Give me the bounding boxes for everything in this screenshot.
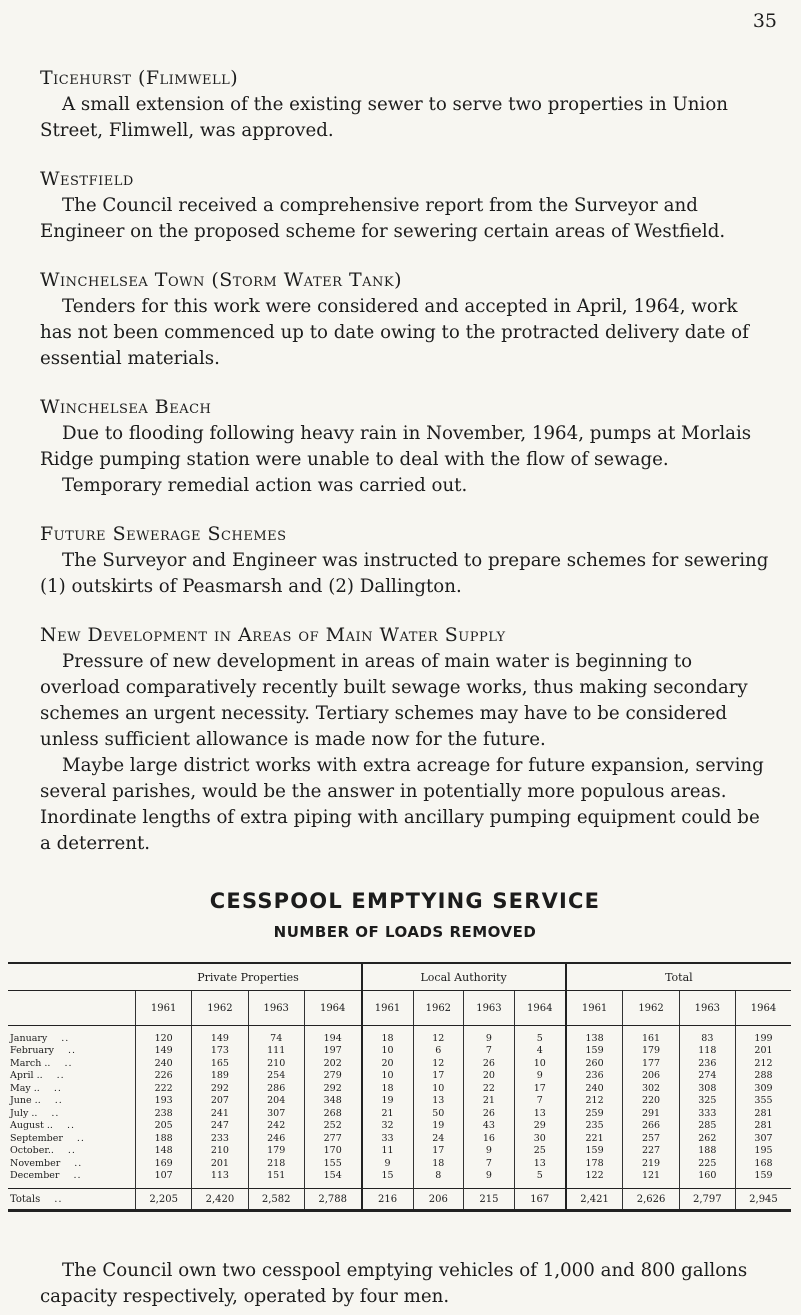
leader-dots: .. — [67, 1145, 76, 1157]
table-cell: 221 — [566, 1132, 623, 1145]
group-header-private: Private Properties — [136, 963, 362, 991]
table-cell: 118 — [679, 1045, 735, 1058]
year-header: 1961 — [362, 991, 414, 1026]
table-cell: 193 — [136, 1095, 192, 1108]
table-cell: 10 — [413, 1082, 464, 1095]
table-cell: 355 — [735, 1095, 791, 1108]
table-cell: 165 — [192, 1057, 248, 1070]
month-label-cell — [8, 1057, 136, 1070]
month-label-cell — [8, 1070, 136, 1083]
leader-dots: .. — [64, 1057, 73, 1069]
table-cell: 279 — [304, 1070, 361, 1083]
table-cell: 111 — [248, 1045, 304, 1058]
totals-label-cell — [8, 1189, 136, 1211]
month-label: June .. — [10, 1095, 41, 1107]
table-cell: 29 — [514, 1120, 566, 1133]
leader-dots: .. — [68, 1045, 77, 1057]
total-cell: 2,945 — [735, 1189, 791, 1211]
leader-dots: .. — [74, 1157, 83, 1169]
month-label-cell — [8, 1095, 136, 1108]
table-cell: 8 — [413, 1170, 464, 1189]
year-header-row — [8, 991, 791, 1026]
month-label: January — [10, 1032, 48, 1044]
month-label: February — [10, 1045, 55, 1057]
group-header-local: Local Authority — [362, 963, 566, 991]
table-cell: 22 — [464, 1082, 515, 1095]
table-cell: 74 — [248, 1026, 304, 1045]
section-heading: Future Sewerage Schemes — [40, 523, 287, 545]
table-cell: 201 — [192, 1157, 248, 1170]
table-row — [8, 1070, 791, 1083]
loads-table-wrapper — [8, 962, 791, 1212]
table-row — [8, 1120, 791, 1133]
total-cell: 2,421 — [566, 1189, 623, 1211]
table-cell: 16 — [464, 1132, 515, 1145]
leader-dots: .. — [73, 1170, 82, 1182]
table-cell: 50 — [413, 1107, 464, 1120]
table-cell: 302 — [623, 1082, 679, 1095]
month-label: September — [10, 1132, 63, 1144]
table-cell: 107 — [136, 1170, 192, 1189]
table-cell: 18 — [362, 1026, 414, 1045]
table-cell: 207 — [192, 1095, 248, 1108]
table-cell: 348 — [304, 1095, 361, 1108]
table-cell: 177 — [623, 1057, 679, 1070]
month-label: July .. — [10, 1107, 38, 1119]
table-cell: 307 — [735, 1132, 791, 1145]
table-cell: 288 — [735, 1070, 791, 1083]
table-cell: 227 — [623, 1145, 679, 1158]
table-cell: 291 — [623, 1107, 679, 1120]
table-cell: 240 — [136, 1057, 192, 1070]
table-row — [8, 1026, 791, 1045]
table-cell: 241 — [192, 1107, 248, 1120]
table-row — [8, 1045, 791, 1058]
leader-dots: .. — [76, 1132, 85, 1144]
table-cell: 13 — [514, 1157, 566, 1170]
table-cell: 212 — [566, 1095, 623, 1108]
table-title: CESSPOOL EMPTYING SERVICE — [209, 889, 601, 913]
month-label: October.. — [10, 1145, 54, 1157]
table-cell: 309 — [735, 1082, 791, 1095]
table-row — [8, 1057, 791, 1070]
year-header: 1963 — [679, 991, 735, 1026]
totals-row — [8, 1189, 791, 1211]
table-cell: 9 — [464, 1170, 515, 1189]
table-cell: 169 — [136, 1157, 192, 1170]
group-header-total: Total — [566, 963, 791, 991]
table-cell: 254 — [248, 1070, 304, 1083]
total-cell: 167 — [514, 1189, 566, 1211]
table-cell: 204 — [248, 1095, 304, 1108]
table-cell: 159 — [566, 1145, 623, 1158]
table-cell: 281 — [735, 1107, 791, 1120]
table-cell: 30 — [514, 1132, 566, 1145]
table-cell: 281 — [735, 1120, 791, 1133]
table-cell: 19 — [413, 1120, 464, 1133]
table-cell: 277 — [304, 1132, 361, 1145]
table-subtitle: NUMBER OF LOADS REMOVED — [273, 923, 537, 941]
section-new-development — [40, 623, 770, 857]
table-cell: 168 — [735, 1157, 791, 1170]
table-cell: 292 — [304, 1082, 361, 1095]
table-cell: 257 — [623, 1132, 679, 1145]
table-cell: 220 — [623, 1095, 679, 1108]
table-cell: 7 — [514, 1095, 566, 1108]
table-cell: 120 — [136, 1026, 192, 1045]
total-cell: 2,205 — [136, 1189, 192, 1211]
year-header: 1961 — [566, 991, 623, 1026]
table-cell: 285 — [679, 1120, 735, 1133]
page-number: 35 — [752, 10, 777, 32]
month-label-cell — [8, 1170, 136, 1189]
month-label: November — [10, 1157, 61, 1169]
year-header: 1961 — [136, 991, 192, 1026]
table-cell: 235 — [566, 1120, 623, 1133]
table-cell: 210 — [248, 1057, 304, 1070]
table-cell: 219 — [623, 1157, 679, 1170]
table-cell: 236 — [679, 1057, 735, 1070]
table-cell: 188 — [136, 1132, 192, 1145]
section-heading: Winchelsea Beach — [40, 396, 212, 418]
leader-dots: .. — [56, 1070, 65, 1082]
year-header: 1964 — [514, 991, 566, 1026]
section-heading: Westfield — [40, 168, 134, 190]
table-cell: 6 — [413, 1045, 464, 1058]
table-cell: 252 — [304, 1120, 361, 1133]
year-header: 1962 — [192, 991, 248, 1026]
month-label: May .. — [10, 1082, 40, 1094]
section-heading: Ticehurst (Flimwell) — [40, 67, 239, 89]
paragraph: A small extension of the existing sewer to serve two properties in Union Street, Flimwell, was approved. — [40, 94, 729, 141]
table-row — [8, 1107, 791, 1120]
paragraph: Tenders for this work were considered and accepted in April, 1964, work has not been commenced up to date owing to the protracted delivery date of essential materials. — [40, 296, 749, 369]
leader-dots: .. — [54, 1193, 63, 1205]
table-cell: 9 — [464, 1026, 515, 1045]
table-cell: 122 — [566, 1170, 623, 1189]
table-cell: 10 — [362, 1045, 414, 1058]
table-cell: 247 — [192, 1120, 248, 1133]
table-cell: 173 — [192, 1045, 248, 1058]
table-cell: 233 — [192, 1132, 248, 1145]
total-cell: 215 — [464, 1189, 515, 1211]
loads-table — [8, 962, 791, 1212]
table-cell: 20 — [464, 1070, 515, 1083]
table-cell: 160 — [679, 1170, 735, 1189]
table-cell: 195 — [735, 1145, 791, 1158]
leader-dots: .. — [54, 1095, 63, 1107]
section-heading: New Development in Areas of Main Water Supply — [40, 624, 506, 646]
table-body — [8, 1026, 791, 1189]
table-cell: 21 — [362, 1107, 414, 1120]
table-cell: 5 — [514, 1170, 566, 1189]
table-cell: 15 — [362, 1170, 414, 1189]
year-header: 1963 — [248, 991, 304, 1026]
section-heading: Winchelsea Town (Storm Water Tank) — [40, 269, 403, 291]
table-cell: 218 — [248, 1157, 304, 1170]
table-cell: 210 — [192, 1145, 248, 1158]
table-cell: 12 — [413, 1057, 464, 1070]
total-cell: 2,420 — [192, 1189, 248, 1211]
table-row — [8, 1157, 791, 1170]
table-cell: 7 — [464, 1045, 515, 1058]
table-cell: 226 — [136, 1070, 192, 1083]
table-cell: 4 — [514, 1045, 566, 1058]
table-cell: 333 — [679, 1107, 735, 1120]
section-winchelsea-beach — [40, 395, 770, 499]
table-cell: 179 — [248, 1145, 304, 1158]
table-row — [8, 1082, 791, 1095]
table-cell: 18 — [362, 1082, 414, 1095]
section-winchelsea-town — [40, 268, 770, 372]
table-cell: 262 — [679, 1132, 735, 1145]
table-cell: 5 — [514, 1026, 566, 1045]
table-cell: 13 — [413, 1095, 464, 1108]
section-westfield — [40, 167, 770, 245]
table-row — [8, 1170, 791, 1189]
table-cell: 13 — [514, 1107, 566, 1120]
table-cell: 24 — [413, 1132, 464, 1145]
table-cell: 178 — [566, 1157, 623, 1170]
month-label-cell — [8, 1045, 136, 1058]
month-label: December — [10, 1170, 60, 1182]
table-cell: 274 — [679, 1070, 735, 1083]
table-cell: 17 — [514, 1082, 566, 1095]
corner-cell — [8, 991, 136, 1026]
table-cell: 26 — [464, 1107, 515, 1120]
total-cell: 2,788 — [304, 1189, 361, 1211]
table-cell: 148 — [136, 1145, 192, 1158]
table-cell: 286 — [248, 1082, 304, 1095]
paragraph: Maybe large district works with extra acreage for future expansion, serving several parishes, would be the answer in potentially more populous areas. Inordinate lengths of extra piping with ancillary pumping equipment could be a deterrent. — [40, 755, 764, 854]
table-cell: 238 — [136, 1107, 192, 1120]
total-cell: 2,582 — [248, 1189, 304, 1211]
total-cell: 216 — [362, 1189, 414, 1211]
table-cell: 17 — [413, 1145, 464, 1158]
month-label-cell — [8, 1145, 136, 1158]
table-cell: 9 — [514, 1070, 566, 1083]
total-cell: 206 — [413, 1189, 464, 1211]
month-label-cell — [8, 1132, 136, 1145]
table-cell: 266 — [623, 1120, 679, 1133]
corner-cell — [8, 963, 136, 991]
paragraph: Temporary remedial action was carried out. — [62, 475, 468, 496]
year-header: 1964 — [735, 991, 791, 1026]
table-cell: 242 — [248, 1120, 304, 1133]
table-cell: 11 — [362, 1145, 414, 1158]
paragraph: The Council received a comprehensive report from the Surveyor and Engineer on the proposed scheme for sewering certain areas of Westfield. — [40, 195, 726, 242]
totals-label: Totals — [10, 1193, 41, 1205]
month-label: March .. — [10, 1057, 51, 1069]
table-cell: 161 — [623, 1026, 679, 1045]
paragraph: Due to flooding following heavy rain in November, 1964, pumps at Morlais Ridge pumping station were unable to deal with the flow of sewage. — [40, 423, 752, 470]
year-header: 1962 — [623, 991, 679, 1026]
year-header: 1964 — [304, 991, 361, 1026]
month-label-cell — [8, 1026, 136, 1045]
table-cell: 259 — [566, 1107, 623, 1120]
table-row — [8, 1145, 791, 1158]
table-cell: 43 — [464, 1120, 515, 1133]
table-cell: 10 — [514, 1057, 566, 1070]
leader-dots: .. — [66, 1120, 75, 1132]
table-cell: 189 — [192, 1070, 248, 1083]
table-cell: 17 — [413, 1070, 464, 1083]
table-cell: 149 — [192, 1026, 248, 1045]
table-cell: 19 — [362, 1095, 414, 1108]
paragraph: Pressure of new development in areas of main water is beginning to overload comparatively recently built sewage works, thus making secondary schemes an urgent necessity. Tertiary schemes may have to be considered unless sufficient allowance is made now for the future. — [40, 651, 748, 750]
table-cell: 18 — [413, 1157, 464, 1170]
table-cell: 222 — [136, 1082, 192, 1095]
table-cell: 205 — [136, 1120, 192, 1133]
table-cell: 10 — [362, 1070, 414, 1083]
table-cell: 155 — [304, 1157, 361, 1170]
table-cell: 170 — [304, 1145, 361, 1158]
table-cell: 268 — [304, 1107, 361, 1120]
table-cell: 7 — [464, 1157, 515, 1170]
table-cell: 179 — [623, 1045, 679, 1058]
leader-dots: .. — [61, 1032, 70, 1044]
table-cell: 20 — [362, 1057, 414, 1070]
table-cell: 197 — [304, 1045, 361, 1058]
table-cell: 25 — [514, 1145, 566, 1158]
table-cell: 151 — [248, 1170, 304, 1189]
month-label: August .. — [10, 1120, 53, 1132]
table-cell: 26 — [464, 1057, 515, 1070]
table-cell: 83 — [679, 1026, 735, 1045]
table-cell: 292 — [192, 1082, 248, 1095]
table-cell: 194 — [304, 1026, 361, 1045]
section-ticehurst — [40, 66, 770, 144]
table-cell: 240 — [566, 1082, 623, 1095]
month-label-cell — [8, 1107, 136, 1120]
table-cell: 138 — [566, 1026, 623, 1045]
paragraph: The Surveyor and Engineer was instructed to prepare schemes for sewering (1) outskirts of Peasmarsh and (2) Dallington. — [40, 550, 769, 597]
table-cell: 149 — [136, 1045, 192, 1058]
table-cell: 12 — [413, 1026, 464, 1045]
table-cell: 9 — [362, 1157, 414, 1170]
table-cell: 21 — [464, 1095, 515, 1108]
table-cell: 225 — [679, 1157, 735, 1170]
table-cell: 188 — [679, 1145, 735, 1158]
leader-dots: .. — [53, 1082, 62, 1094]
leader-dots: .. — [51, 1107, 60, 1119]
section-future-schemes — [40, 522, 770, 600]
table-cell: 236 — [566, 1070, 623, 1083]
closing-paragraph: The Council own two cesspool emptying vehicles of 1,000 and 800 gallons capacity respectively, operated by four men. — [40, 1260, 748, 1307]
table-cell: 154 — [304, 1170, 361, 1189]
year-header: 1963 — [464, 991, 515, 1026]
table-cell: 260 — [566, 1057, 623, 1070]
table-cell: 32 — [362, 1120, 414, 1133]
table-cell: 33 — [362, 1132, 414, 1145]
total-cell: 2,626 — [623, 1189, 679, 1211]
table-cell: 199 — [735, 1026, 791, 1045]
table-row — [8, 1132, 791, 1145]
table-cell: 202 — [304, 1057, 361, 1070]
table-row — [8, 1095, 791, 1108]
table-cell: 159 — [566, 1045, 623, 1058]
table-cell: 307 — [248, 1107, 304, 1120]
table-cell: 159 — [735, 1170, 791, 1189]
table-cell: 201 — [735, 1045, 791, 1058]
table-cell: 308 — [679, 1082, 735, 1095]
month-label-cell — [8, 1082, 136, 1095]
total-cell: 2,797 — [679, 1189, 735, 1211]
table-cell: 113 — [192, 1170, 248, 1189]
month-label-cell — [8, 1120, 136, 1133]
table-cell: 246 — [248, 1132, 304, 1145]
table-cell: 212 — [735, 1057, 791, 1070]
table-cell: 325 — [679, 1095, 735, 1108]
table-cell: 9 — [464, 1145, 515, 1158]
table-cell: 121 — [623, 1170, 679, 1189]
month-label: April .. — [10, 1070, 43, 1082]
table-cell: 206 — [623, 1070, 679, 1083]
month-label-cell — [8, 1157, 136, 1170]
year-header: 1962 — [413, 991, 464, 1026]
body-text — [40, 66, 770, 941]
